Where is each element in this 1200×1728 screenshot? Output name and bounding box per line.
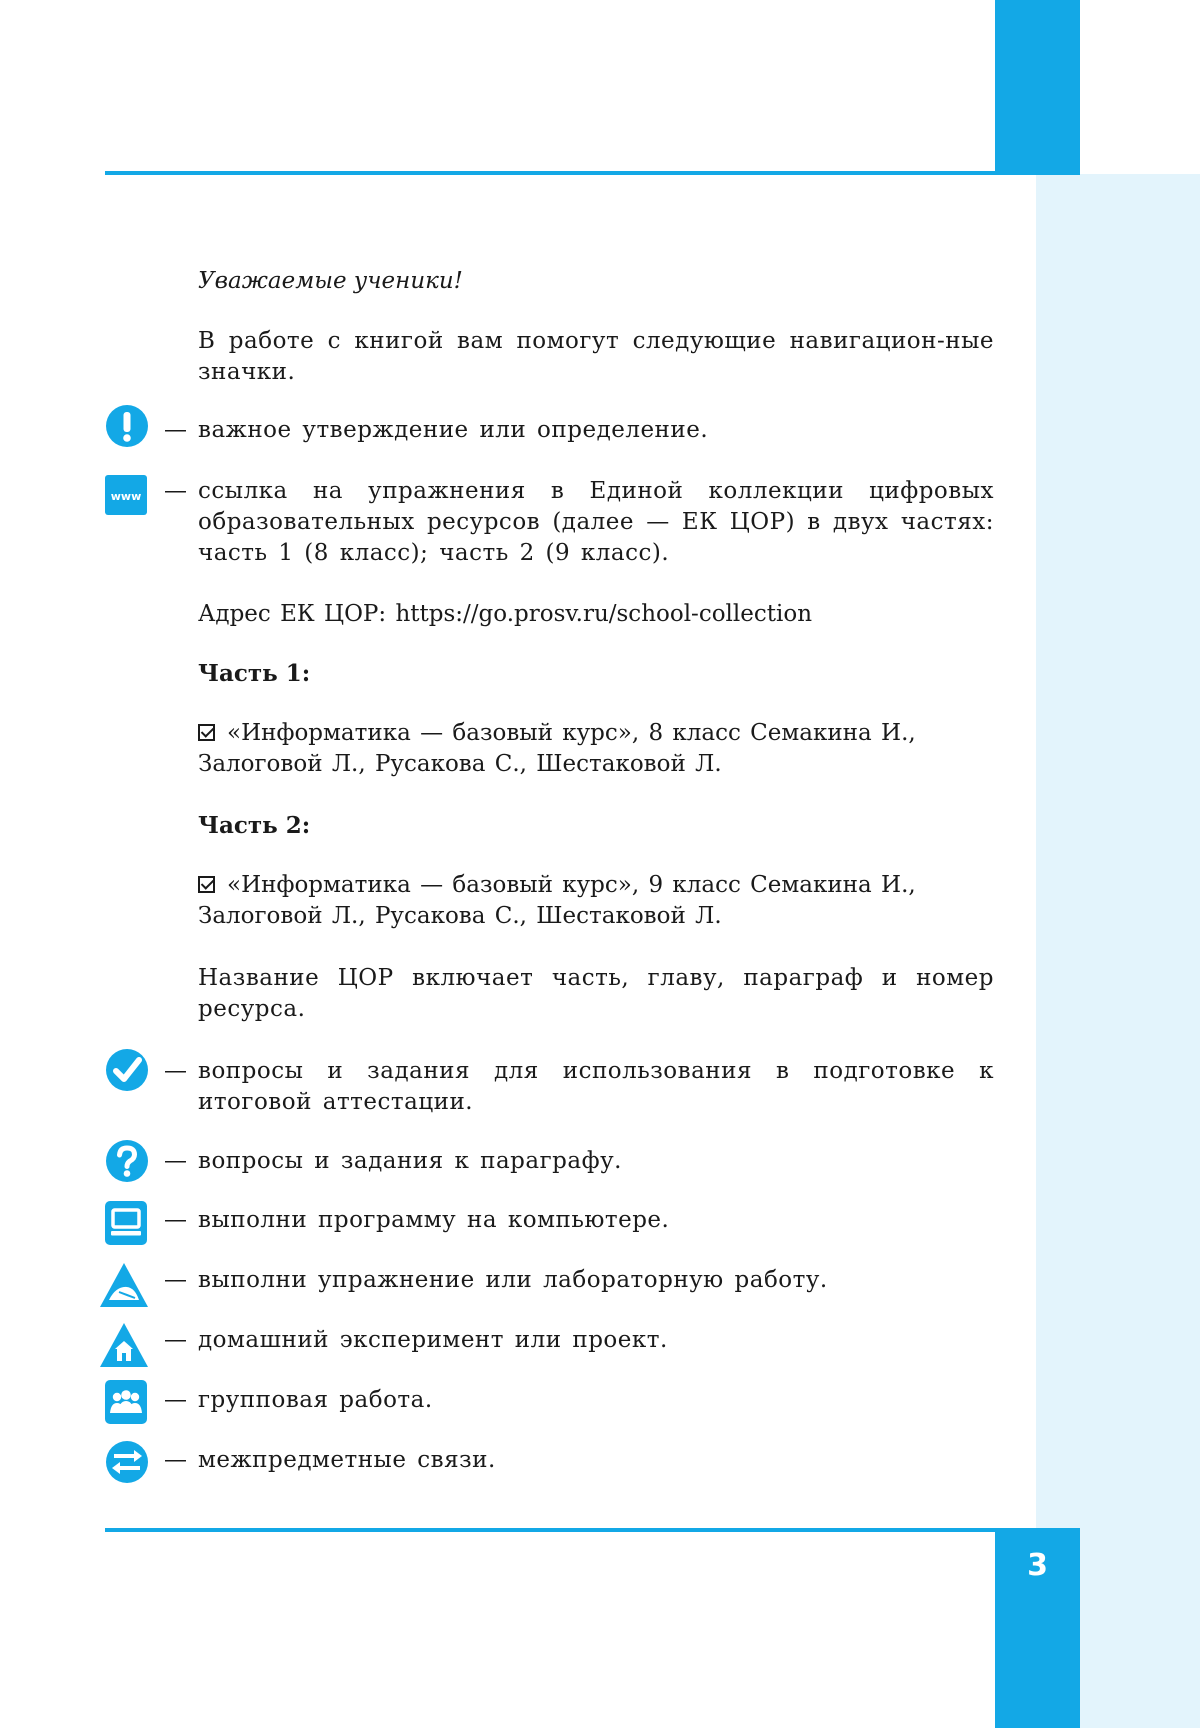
- arrows-exchange-icon: [105, 1440, 149, 1484]
- legend-home: домашний эксперимент или проект.: [198, 1327, 668, 1353]
- ecor-address: Адрес ЕК ЦОР: https://go.prosv.ru/school-collection: [198, 601, 813, 627]
- page-number: 3: [1027, 1548, 1048, 1583]
- part2-line1-row: [198, 870, 994, 901]
- checkbox-icon: [198, 724, 215, 741]
- part2-line1: «Информатика — базовый курс», 9 класс Семакина И.,: [227, 872, 916, 898]
- legend-computer: выполни программу на компьютере.: [198, 1207, 670, 1233]
- dash: —: [164, 1148, 187, 1174]
- exclamation-icon: [105, 404, 149, 448]
- legend-question: вопросы и задания к параграфу.: [198, 1148, 622, 1174]
- dash: —: [164, 1327, 187, 1353]
- legend-interdisciplinary: межпредметные связи.: [198, 1447, 496, 1473]
- top-rule: [105, 171, 1080, 175]
- part1-line1: «Информатика — базовый курс», 8 класс Семакина И.,: [227, 720, 916, 746]
- part1-line1-row: [198, 718, 994, 749]
- legend-lab: выполни упражнение или лабораторную работу.: [198, 1267, 828, 1293]
- part1-line2: Залоговой Л., Русакова С., Шестаковой Л.: [198, 751, 722, 777]
- dash: —: [164, 1058, 187, 1084]
- intro-text: В работе с книгой вам помогут следующие навигацион-ные значки.: [198, 328, 994, 385]
- checkmark-icon: [105, 1048, 149, 1092]
- side-strip: [1036, 174, 1200, 1728]
- home-icon: [99, 1322, 149, 1368]
- legend-important: важное утверждение или определение.: [198, 417, 709, 443]
- checkbox-icon: [198, 876, 215, 893]
- group-icon: [105, 1380, 147, 1424]
- question-icon: [105, 1139, 149, 1183]
- dash: —: [164, 417, 187, 443]
- greeting: Уважаемые ученики!: [198, 268, 463, 294]
- top-tab: [995, 0, 1080, 175]
- dash: —: [164, 1267, 187, 1293]
- part1-entry: [198, 718, 994, 780]
- computer-icon: [105, 1201, 147, 1245]
- dash: —: [164, 1207, 187, 1233]
- dash: —: [164, 478, 187, 504]
- legend-www: ссылка на упражнения в Единой коллекции цифровых образовательных ресурсов (далее — ЕК ЦОР) в двух частях: часть 1 (8 класс); часть 2 (9 класс).: [198, 478, 994, 566]
- dash: —: [164, 1447, 187, 1473]
- legend-checkmark: вопросы и задания для использования в подготовке к итоговой аттестации.: [198, 1058, 994, 1115]
- part1-heading: Часть 1:: [198, 660, 311, 687]
- www-icon: [105, 475, 147, 515]
- resource-name-text: Название ЦОР включает часть, главу, параграф и номер ресурса.: [198, 965, 994, 1022]
- part2-line2: Залоговой Л., Русакова С., Шестаковой Л.: [198, 903, 722, 929]
- part2-heading: Часть 2:: [198, 812, 311, 839]
- part2-entry: [198, 870, 994, 932]
- svg-text:www: www: [110, 490, 142, 503]
- dash: —: [164, 1387, 187, 1413]
- legend-group: групповая работа.: [198, 1387, 433, 1413]
- lab-flask-icon: [99, 1262, 149, 1308]
- bottom-rule: [105, 1528, 1080, 1532]
